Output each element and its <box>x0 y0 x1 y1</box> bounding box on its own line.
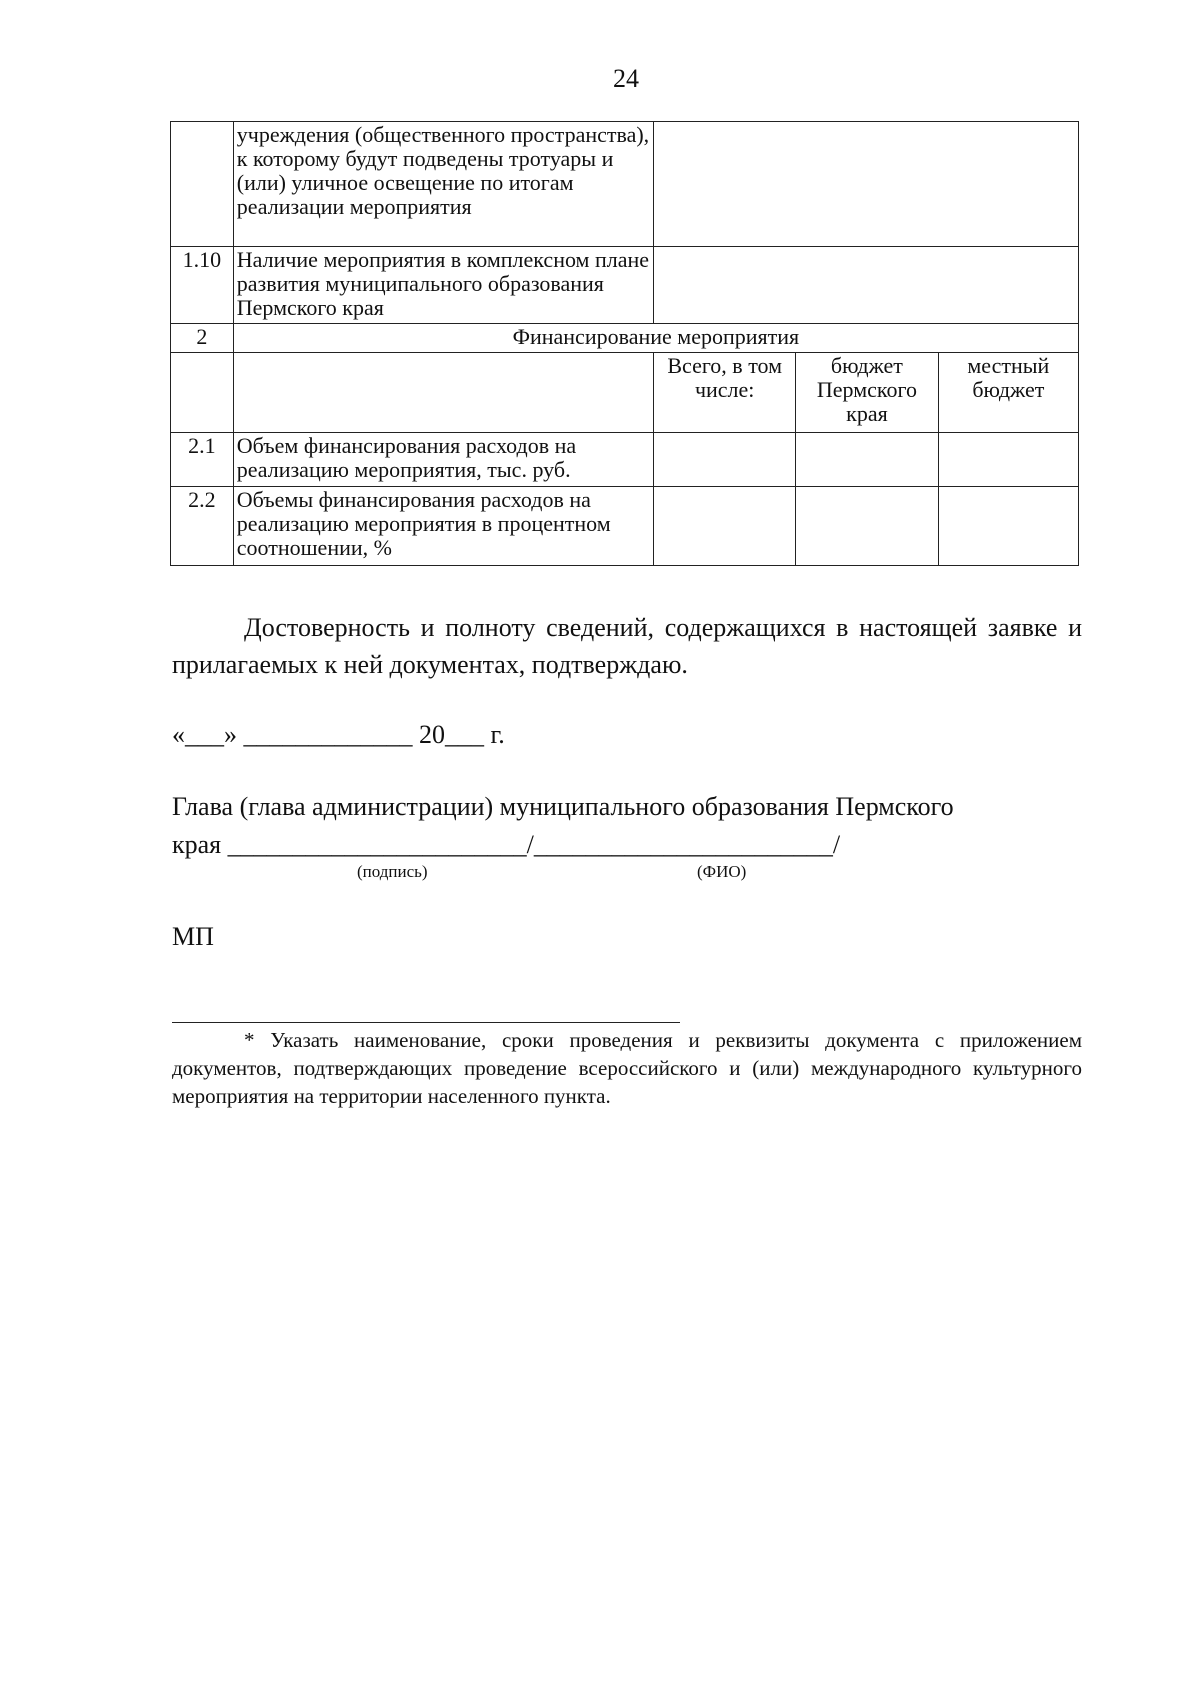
row-value <box>654 247 1079 324</box>
cell-local-budget <box>938 487 1078 566</box>
row-description: Наличие мероприятия в комплексном плане развития муниципального образования Пермского края <box>233 247 653 324</box>
row-number: 2 <box>171 324 234 353</box>
cell-regional-budget <box>796 433 939 487</box>
signatory-title: Глава (глава администрации) муниципального образования Пермского <box>172 792 954 821</box>
cell-total <box>654 487 796 566</box>
row-description: Объем финансирования расходов на реализацию мероприятия, тыс. руб. <box>233 433 653 487</box>
cell-local-budget <box>938 433 1078 487</box>
row-number: 2.2 <box>171 487 234 566</box>
cell-regional-budget <box>796 487 939 566</box>
footnote: * Указать наименование, сроки проведения и реквизиты документа с приложением документов, подтверждающих проведение всероссийского и (или) международного культурного мероприятия на территории населенного пункта. <box>172 1028 1082 1108</box>
column-header-local-budget: местный бюджет <box>938 353 1078 433</box>
row-description: учреждения (общественного пространства), к которому будут подведены тротуары и (или) уличное освещение по итогам реализации мероприятия <box>233 122 653 247</box>
table-header-row <box>171 353 1079 433</box>
row-description: Объемы финансирования расходов на реализацию мероприятия в процентном соотношении, % <box>233 487 653 566</box>
table-row <box>171 247 1079 324</box>
table-row <box>171 433 1079 487</box>
column-header-regional-budget: бюджет Пермского края <box>796 353 939 433</box>
footnote-divider <box>172 1022 680 1023</box>
row-number <box>171 353 234 433</box>
table-row <box>171 324 1079 353</box>
row-number <box>171 122 234 247</box>
date-field: «___» _____________ 20___ г. <box>172 720 505 749</box>
page-number: 24 <box>613 64 639 93</box>
row-number: 2.1 <box>171 433 234 487</box>
section-title: Финансирование мероприятия <box>233 324 1078 353</box>
fio-caption: (ФИО) <box>697 862 747 881</box>
confirmation-paragraph: Достоверность и полноту сведений, содержащихся в настоящей заявке и прилагаемых к ней документах, подтверждаю. <box>172 613 1082 679</box>
table-row <box>171 487 1079 566</box>
signature-line: края _______________________/_______________________/ <box>172 830 841 859</box>
stamp-place: МП <box>172 922 214 951</box>
table-row <box>171 122 1079 247</box>
application-table <box>170 121 1079 566</box>
signature-caption: (подпись) <box>357 862 428 881</box>
row-number: 1.10 <box>171 247 234 324</box>
row-description <box>233 353 653 433</box>
row-value <box>654 122 1079 247</box>
cell-total <box>654 433 796 487</box>
column-header-total: Всего, в том числе: <box>654 353 796 433</box>
